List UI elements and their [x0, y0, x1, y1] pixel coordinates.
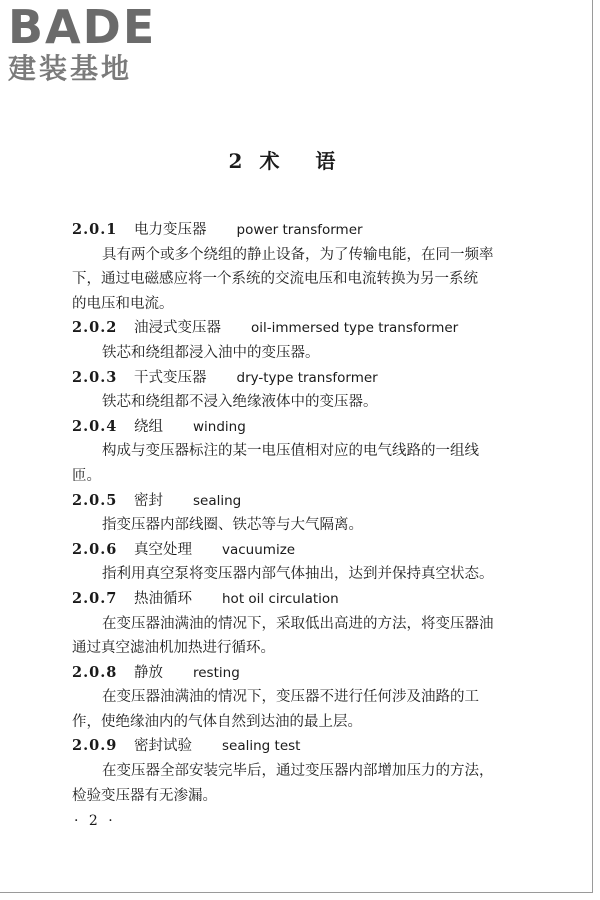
definition-line: 铁芯和绕组都不浸入绝缘液体中的变压器。 [102, 394, 378, 411]
term-entry [72, 366, 567, 415]
term-number: 2.0.3 [72, 368, 118, 386]
definition-line: 指变压器内部线圈、铁芯等与大气隔离。 [102, 517, 363, 534]
chapter-title [0, 145, 600, 174]
term-english: oil-immersed type transformer [251, 320, 459, 337]
term-definition [72, 612, 567, 661]
term-definition [72, 390, 567, 415]
definition-line: 构成与变压器标注的某一电压值相对应的电气线路的一组线 [102, 443, 479, 460]
definition-line: 通过真空滤油机加热进行循环。 [72, 640, 275, 657]
term-english: sealing test [222, 738, 301, 755]
definition-line: 匝。 [72, 467, 101, 484]
logo-brand: BADE [8, 0, 157, 54]
term-number: 2.0.2 [72, 319, 118, 337]
term-chinese: 电力变压器 [134, 222, 207, 238]
term-number: 2.0.8 [72, 663, 118, 681]
term-entry [72, 661, 567, 735]
term-heading [72, 415, 567, 440]
term-chinese: 密封 [134, 492, 163, 509]
term-entry [72, 734, 567, 808]
chapter-title-text: 术语 [259, 149, 372, 173]
logo-subtitle: 建装基地 [8, 52, 133, 85]
chapter-number: 2 [228, 149, 245, 173]
term-heading [72, 489, 567, 514]
term-heading [72, 661, 567, 686]
term-chinese: 绕组 [134, 418, 163, 435]
site-logo [8, 0, 180, 85]
term-english: hot oil circulation [222, 590, 339, 607]
term-number: 2.0.7 [72, 589, 118, 607]
term-definition [72, 243, 567, 317]
term-chinese: 密封试验 [134, 738, 192, 755]
term-heading [72, 316, 567, 341]
term-entry [72, 587, 567, 661]
definition-line: 指利用真空泵将变压器内部气体抽出，达到并保持真空状态。 [102, 566, 494, 583]
term-heading [72, 538, 567, 563]
definition-line: 检验变压器有无渗漏。 [72, 787, 217, 804]
term-definition [72, 685, 567, 734]
term-heading [72, 218, 567, 243]
page-number: · 2 · [74, 813, 116, 829]
term-number: 2.0.9 [72, 737, 118, 755]
terms-list [72, 218, 567, 808]
definition-line: 在变压器油满油的情况下，变压器不进行任何涉及油路的工 [102, 689, 479, 706]
term-number: 2.0.4 [72, 417, 118, 435]
term-english: vacuumize [222, 541, 296, 558]
definition-line: 具有两个或多个绕组的静止设备，为了传输电能，在同一频率 [102, 246, 494, 263]
term-definition [72, 759, 567, 808]
term-chinese: 静放 [134, 664, 163, 681]
term-chinese: 油浸式变压器 [134, 320, 221, 337]
term-chinese: 真空处理 [134, 541, 192, 558]
definition-line: 在变压器全部安装完毕后，通过变压器内部增加压力的方法， [102, 763, 494, 780]
term-definition [72, 341, 567, 366]
term-entry [72, 538, 567, 587]
term-english: dry-type transformer [236, 369, 378, 386]
definition-line: 铁芯和绕组都浸入油中的变压器。 [102, 344, 320, 361]
term-english: resting [193, 664, 240, 681]
term-entry [72, 415, 567, 489]
term-definition [72, 513, 567, 538]
definition-line: 作，使绝缘油内的气体自然到达油的最上层。 [72, 713, 362, 730]
term-english: winding [193, 418, 246, 435]
term-english: power transformer [236, 222, 363, 238]
term-english: sealing [193, 492, 242, 509]
definition-line: 的电压和电流。 [72, 295, 174, 312]
term-number: 2.0.1 [72, 221, 118, 238]
term-entry [72, 489, 567, 538]
term-definition [72, 439, 567, 488]
term-heading [72, 366, 567, 391]
term-definition [72, 562, 567, 587]
term-entry [72, 316, 567, 365]
term-heading [72, 734, 567, 759]
term-entry [72, 218, 567, 316]
definition-line: 下，通过电磁感应将一个系统的交流电压和电流转换为另一系统 [72, 271, 478, 288]
term-heading [72, 587, 567, 612]
term-number: 2.0.5 [72, 491, 118, 509]
term-chinese: 干式变压器 [134, 369, 207, 386]
definition-line: 在变压器油满油的情况下，采取低出高进的方法，将变压器油 [102, 615, 494, 632]
term-number: 2.0.6 [72, 540, 118, 558]
term-chinese: 热油循环 [134, 590, 192, 607]
